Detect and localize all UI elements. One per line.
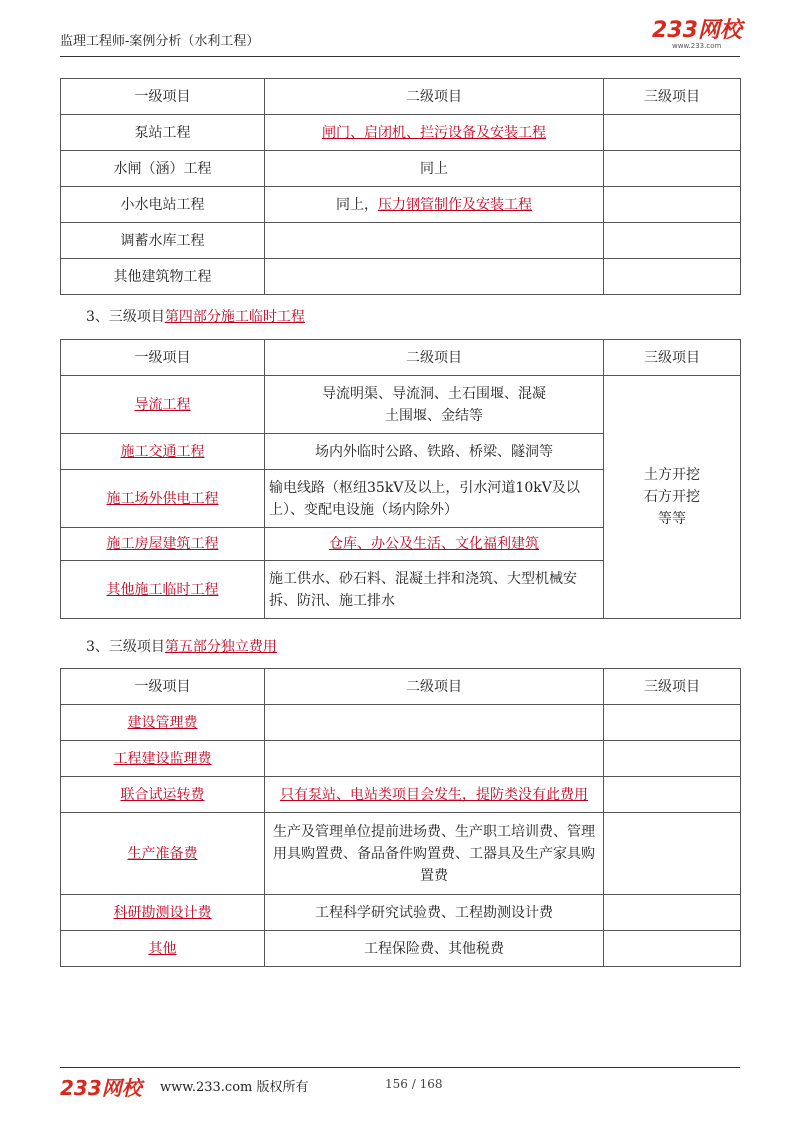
cell-level1 — [61, 561, 265, 619]
col-header-level3: 三级项目 — [604, 669, 741, 705]
table-part3-items — [60, 78, 741, 295]
cell-level2: 输电线路（枢纽35kV及以上，引水河道10kV及以上）、变配电设施（场内除外） — [265, 470, 604, 528]
cell-level3 — [604, 705, 741, 741]
col-header-level3: 三级项目 — [604, 79, 741, 115]
cell-level2: 场内外临时公路、铁路、桥梁、隧洞等 — [265, 434, 604, 470]
cell-level1: 其他建筑物工程 — [61, 259, 265, 295]
cell-level1 — [61, 931, 265, 967]
highlight-text: 生产准备费 — [127, 845, 198, 862]
cell-level3 — [604, 259, 741, 295]
highlight-text: 闸门、启闭机、拦污设备及安装工程 — [322, 124, 546, 141]
footer-copyright: www.233.com 版权所有 — [160, 1080, 309, 1095]
brand-logo-url: www.233.com — [672, 42, 722, 50]
cell-level1 — [61, 528, 265, 561]
highlight-text: 导流工程 — [134, 396, 191, 413]
cell-level3-merged — [604, 376, 741, 619]
table-row — [61, 187, 741, 223]
page-header-title: 监理工程师-案例分析（水利工程） — [60, 34, 260, 49]
table-row — [61, 223, 741, 259]
highlight-text: 压力钢管制作及安装工程 — [378, 196, 532, 213]
highlight-text: 联合试运转费 — [120, 786, 205, 803]
cell-level3 — [604, 777, 741, 813]
footer-divider — [60, 1067, 740, 1068]
highlight-text: 建设管理费 — [127, 714, 198, 731]
level3-line: 石方开挖 — [644, 489, 700, 505]
plain-text: 同上， — [336, 196, 378, 213]
header-divider — [60, 56, 740, 57]
cell-level3 — [604, 151, 741, 187]
cell-level2: 生产及管理单位提前进场费、生产职工培训费、管理用具购置费、备品备件购置费、工器具及生产家具购置费 — [265, 813, 604, 895]
cell-level2 — [265, 528, 604, 561]
highlight-text: 其他 — [148, 940, 177, 957]
table-row — [61, 259, 741, 295]
col-header-level3: 三级项目 — [604, 340, 741, 376]
section-heading-part4 — [86, 306, 305, 326]
section-highlight: 第四部分施工临时工程 — [164, 309, 305, 325]
highlight-text: 科研勘测设计费 — [113, 904, 212, 921]
cell-level2: 工程科学研究试验费、工程勘测设计费 — [265, 895, 604, 931]
cell-level2: 工程保险费、其他税费 — [265, 931, 604, 967]
cell-level2 — [265, 741, 604, 777]
cell-level1 — [61, 741, 265, 777]
cell-level2 — [265, 259, 604, 295]
highlight-text: 工程建设监理费 — [113, 750, 212, 767]
brand-logo-text: 233网校 — [652, 18, 742, 43]
cell-level3 — [604, 741, 741, 777]
cell-level1 — [61, 705, 265, 741]
cell-level3 — [604, 223, 741, 259]
table-row — [61, 895, 741, 931]
table-header-row — [61, 79, 741, 115]
table-part5-independent-costs — [60, 668, 741, 967]
table-row — [61, 376, 741, 434]
cell-level1 — [61, 376, 265, 434]
cell-level2 — [265, 777, 604, 813]
cell-level1: 泵站工程 — [61, 115, 265, 151]
highlight-text: 施工交通工程 — [120, 443, 205, 460]
col-header-level1: 一级项目 — [61, 340, 265, 376]
cell-level2 — [265, 705, 604, 741]
cell-level2: 导流明渠、导流洞、土石围堰、混凝土围堰、金结等 — [265, 376, 604, 434]
table-row — [61, 705, 741, 741]
section-prefix: 3、三级项目 — [86, 309, 165, 325]
table-row — [61, 813, 741, 895]
table-row — [61, 777, 741, 813]
highlight-text: 施工场外供电工程 — [106, 490, 219, 507]
cell-level3 — [604, 115, 741, 151]
level3-line: 等等 — [658, 511, 686, 527]
table-row — [61, 151, 741, 187]
table-row — [61, 931, 741, 967]
highlight-text: 其他施工临时工程 — [106, 581, 219, 598]
cell-level1 — [61, 434, 265, 470]
section-heading-part5 — [86, 636, 277, 656]
col-header-level2: 二级项目 — [265, 79, 604, 115]
cell-level1 — [61, 813, 265, 895]
level3-line: 土方开挖 — [644, 467, 700, 483]
cell-level1: 水闸（涵）工程 — [61, 151, 265, 187]
table-header-row — [61, 669, 741, 705]
cell-level1: 调蓄水库工程 — [61, 223, 265, 259]
col-header-level2: 二级项目 — [265, 669, 604, 705]
cell-level3 — [604, 813, 741, 895]
table-part4-temporary-works — [60, 339, 741, 619]
col-header-level2: 二级项目 — [265, 340, 604, 376]
highlight-text: 只有泵站、电站类项目会发生，提防类没有此费用 — [280, 786, 588, 803]
cell-level2 — [265, 223, 604, 259]
cell-level2 — [265, 115, 604, 151]
cell-level1 — [61, 895, 265, 931]
cell-level1: 小水电站工程 — [61, 187, 265, 223]
cell-level2: 施工供水、砂石料、混凝土拌和浇筑、大型机械安拆、防汛、施工排水 — [265, 561, 604, 619]
cell-level3 — [604, 895, 741, 931]
section-highlight: 第五部分独立费用 — [164, 639, 277, 655]
table-header-row — [61, 340, 741, 376]
page-number: 156 / 168 — [385, 1077, 443, 1091]
cell-level3 — [604, 187, 741, 223]
cell-level2 — [265, 187, 604, 223]
highlight-text: 施工房屋建筑工程 — [106, 536, 219, 552]
cell-level3 — [604, 931, 741, 967]
cell-level1 — [61, 777, 265, 813]
col-header-level1: 一级项目 — [61, 669, 265, 705]
highlight-text: 仓库、办公及生活、文化福利建筑 — [329, 536, 539, 552]
footer-logo[interactable]: 233网校 — [60, 1076, 142, 1100]
section-prefix: 3、三级项目 — [86, 639, 165, 655]
col-header-level1: 一级项目 — [61, 79, 265, 115]
cell-level1 — [61, 470, 265, 528]
brand-logo[interactable] — [652, 20, 742, 50]
table-row — [61, 115, 741, 151]
cell-level2: 同上 — [265, 151, 604, 187]
table-row — [61, 741, 741, 777]
